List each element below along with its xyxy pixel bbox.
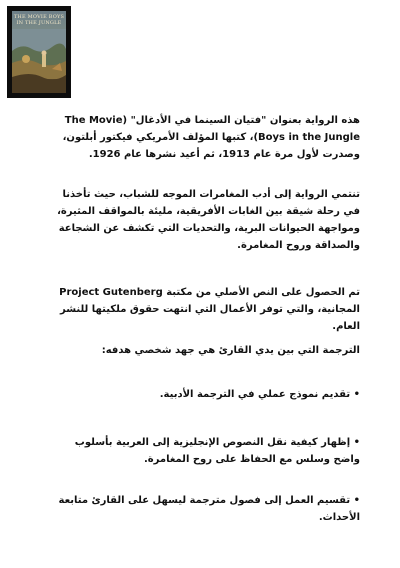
intro-text-start: هذه الرواية بعنوان "فتيان السينما في الأدغال" ( <box>122 115 360 126</box>
source-text-end: المجانية، والتي توفر الأعمال التي انتهت حقوق ملكيتها للنشر العام. <box>59 304 360 332</box>
english-title: The Movie Boys in the Jungle <box>64 115 360 143</box>
genre-paragraph: تنتمي الرواية إلى أدب المغامرات الموجه للشباب، حيث تأخذنا في رحلة شيقة بين الغابات الأفريقية، مليئة بالمواقف المثيرة، ومواجهة الحيوانات البرية، والتحديات التي تكشف عن الشجاعة والصداقة وروح المغامرة. <box>57 189 360 251</box>
translation-purpose-heading: الترجمة التي بين يدي القارئ هي جهد شخصي هدفه: <box>101 345 360 356</box>
purpose-item-1: • تقديم نموذج عملي في الترجمة الأدبية. <box>159 389 360 400</box>
intro-text-end: )، كتبها المؤلف الأمريكي فيكتور أبلتون، وصدرت لأول مرة عام 1913، ثم أعيد نشرها عام 1926. <box>62 132 360 160</box>
cover-jungle-scene <box>12 29 66 93</box>
project-gutenberg-name: Project Gutenberg <box>59 287 163 298</box>
cover-artwork <box>12 11 66 93</box>
purpose-item-2: • إظهار كيفية نقل النصوص الإنجليزية إلى العربية بأسلوب واضح وسلس مع الحفاظ على روح المغامرة. <box>74 437 360 465</box>
cover-title: THE MOVIE BOYS IN THE JUNGLE <box>13 14 65 26</box>
intro-paragraph <box>48 112 360 163</box>
source-text-start: تم الحصول على النص الأصلي من مكتبة <box>166 287 360 298</box>
source-paragraph <box>48 284 360 335</box>
book-cover-image <box>7 6 71 98</box>
purpose-item-3: • تقسيم العمل إلى فصول مترجمة ليسهل على القارئ متابعة الأحداث. <box>58 495 360 523</box>
